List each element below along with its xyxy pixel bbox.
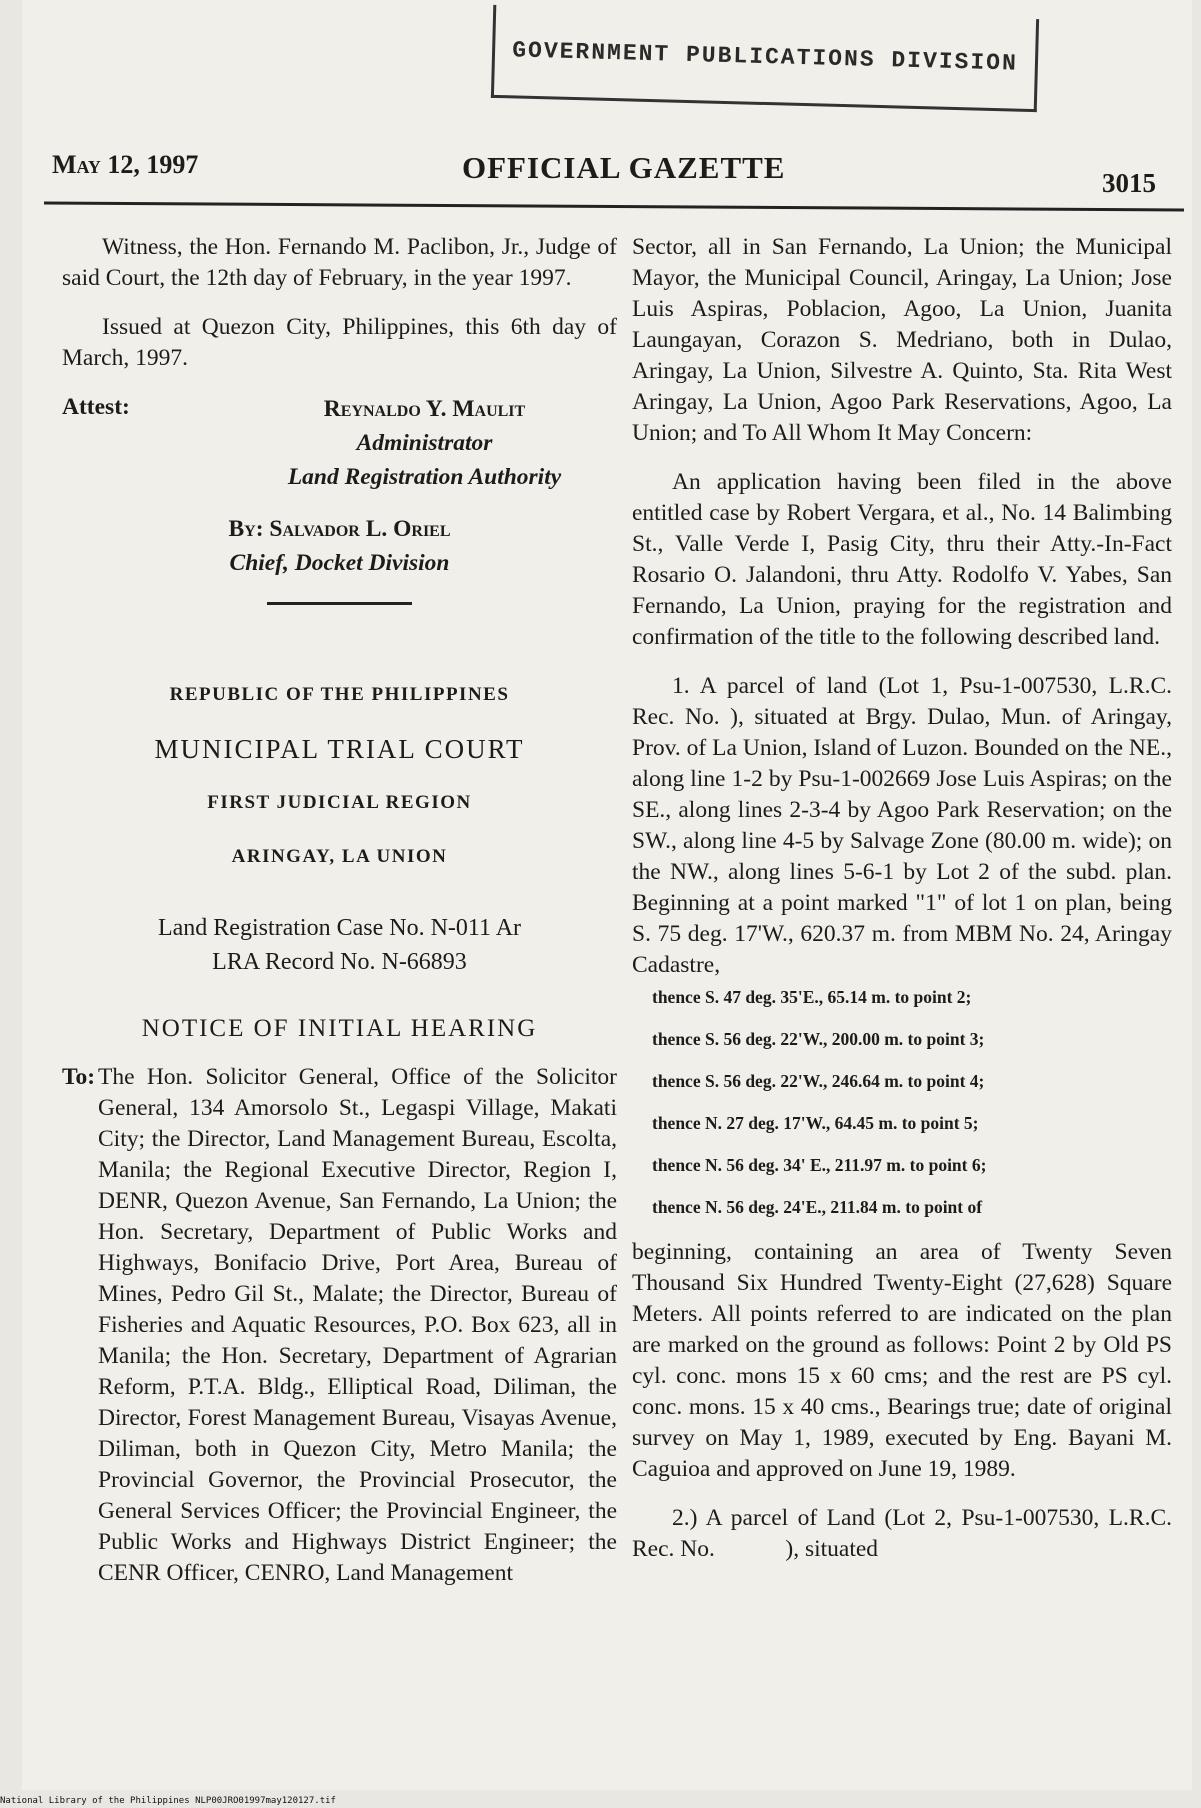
parcel-2-description: 2.) A parcel of Land (Lot 2, Psu-1-007530, L.R.C. Rec. No. ), situated <box>632 1505 1178 1562</box>
header-date: May 12, 1997 <box>52 150 199 179</box>
right-column <box>632 232 1178 1583</box>
addressees-block <box>62 1062 617 1589</box>
bearing-line: thence S. 47 deg. 35'E., 65.14 m. to point 2; <box>652 987 972 1007</box>
header-page-number: 3015 <box>1102 168 1156 198</box>
left-column <box>62 232 617 1589</box>
attest-title-1: Administrator <box>356 430 493 456</box>
signature-block <box>62 512 617 580</box>
attest-name: Reynaldo Y. Maulit <box>323 396 526 422</box>
addressees-text: The Hon. Solicitor General, Office of the Solicitor General, 134 Amorsolo St., Legaspi Village, Makati City; the Director, Land Management Bureau, Escolta, Manila; the Regional Executive Director, Region I, DENR, Quezon Avenue, San Fernando, La Union; the Hon. Secretary, Department of Public Works and Highways, Bonifacio Drive, Port Area, Bureau of Mines, Pedro Gil St., Malate; the Director, Bureau of Fisheries and Aquatic Resources, P.O. Box 623, all in Manila; the Hon. Secretary, Department of Agrarian Reform, P.T.A. Bldg., Elliptical Road, Diliman, the Director, Forest Management Bureau, Visayas Avenue, Diliman, both in Quezon City, Metro Manila; the Provincial Governor, the Provincial Prosecutor, the General Services Officer; the Provincial Engineer, the Public Works and Highways District Engineer; the CENR Officer, CENRO, Land Management <box>98 1064 617 1586</box>
issued-paragraph: Issued at Quezon City, Philippines, this 6th day of March, 1997. <box>62 314 617 371</box>
attest-block <box>62 392 617 494</box>
bearing-line: thence S. 56 deg. 22'W., 200.00 m. to point 3; <box>652 1029 985 1049</box>
header-title: OFFICIAL GAZETTE <box>462 150 786 185</box>
section-divider <box>267 602 412 605</box>
bearings-list <box>632 985 1172 1219</box>
lra-record: LRA Record No. N-66893 <box>212 949 467 975</box>
witness-paragraph: Witness, the Hon. Fernando M. Paclibon, Jr., Judge of said Court, the 12th day of February, in the year 1997. <box>62 234 617 291</box>
bearing-line: thence S. 56 deg. 22'W., 246.64 m. to point 4; <box>652 1071 985 1091</box>
header-rule <box>44 202 1184 212</box>
attest-title-2: Land Registration Authority <box>287 464 562 490</box>
gazette-page <box>22 0 1192 1790</box>
judicial-region: FIRST JUDICIAL REGION <box>207 792 472 813</box>
to-label: To: <box>62 1064 96 1090</box>
by-title: Chief, Docket Division <box>229 550 450 576</box>
area-paragraph: beginning, containing an area of Twenty Seven Thousand Six Hundred Twenty-Eight (27,628) Square Meters. All points referred to are indicated on the plan are marked on the ground as follows: Point 2 by Old PS cyl. conc. mons 15 x 60 cms; and the rest are PS cyl. conc. mons. 15 x 40 cms., Bearings true; date of original survey on May 1, 1989, executed by Eng. Bayani M. Caguioa and approved on June 19, 1989. <box>632 1239 1172 1482</box>
case-number: Land Registration Case No. N-011 Ar <box>157 915 522 941</box>
republic-line: REPUBLIC OF THE PHILIPPINES <box>169 684 510 705</box>
court-location: ARINGAY, LA UNION <box>231 846 448 867</box>
application-paragraph: An application having been filed in the above entitled case by Robert Vergara, et al., No. 14 Balimbing St., Valle Verde I, Pasig City, thru their Atty.-In-Fact Rosario O. Jalandoni, thru Atty. Rodolfo V. Yabes, San Fernando, La Union, praying for the registration and confirmation of the title to the following described land. <box>632 469 1172 650</box>
by-name: By: Salvador L. Oriel <box>228 516 451 542</box>
scan-footer: National Library of the Philippines NLP00JRO01997may120127.tif <box>0 1796 336 1806</box>
notice-title: NOTICE OF INITIAL HEARING <box>141 1015 538 1042</box>
parcel-1-description: 1. A parcel of land (Lot 1, Psu-1-007530, L.R.C. Rec. No. ), situated at Brgy. Dulao, Mun. of Aringay, Prov. of La Union, Island of Luzon. Bounded on the NE., along line 1-2 by Psu-1-002669 Jose Luis Aspiras; on the SE., along lines 2-3-4 by Agoo Park Reservation; on the SW., along line 4-5 by Salvage Zone (80.00 m. wide); on the NW., along lines 5-6-1 by Lot 2 of the subd. plan. Beginning at a point marked "1" of lot 1 on plan, being S. 75 deg. 17'W., 620.37 m. from MBM No. 24, Aringay Cadastre, <box>632 673 1172 978</box>
court-name: MUNICIPAL TRIAL COURT <box>154 734 525 764</box>
addressees-continuation: Sector, all in San Fernando, La Union; the Municipal Mayor, the Municipal Council, Aringay, La Union; Jose Luis Aspiras, Poblacion, Agoo, La Union, Juanita Laungayan, Corazon S. Medriano, both in Dulao, Aringay, La Union, Silvestre A. Quinto, Sta. Rita West Aringay, La Union, Agoo Park Reservations, Agoo, La Union; and To All Whom It May Concern: <box>632 234 1172 446</box>
bearing-line: thence N. 56 deg. 24'E., 211.84 m. to point of <box>652 1197 983 1217</box>
bearing-line: thence N. 56 deg. 34' E., 211.97 m. to point 6; <box>652 1155 987 1175</box>
case-number-block <box>62 911 617 979</box>
division-stamp: GOVERNMENT PUBLICATIONS DIVISION <box>491 5 1039 112</box>
bearing-line: thence N. 27 deg. 17'W., 64.45 m. to point 5; <box>652 1113 979 1133</box>
attest-label: Attest: <box>62 394 130 420</box>
